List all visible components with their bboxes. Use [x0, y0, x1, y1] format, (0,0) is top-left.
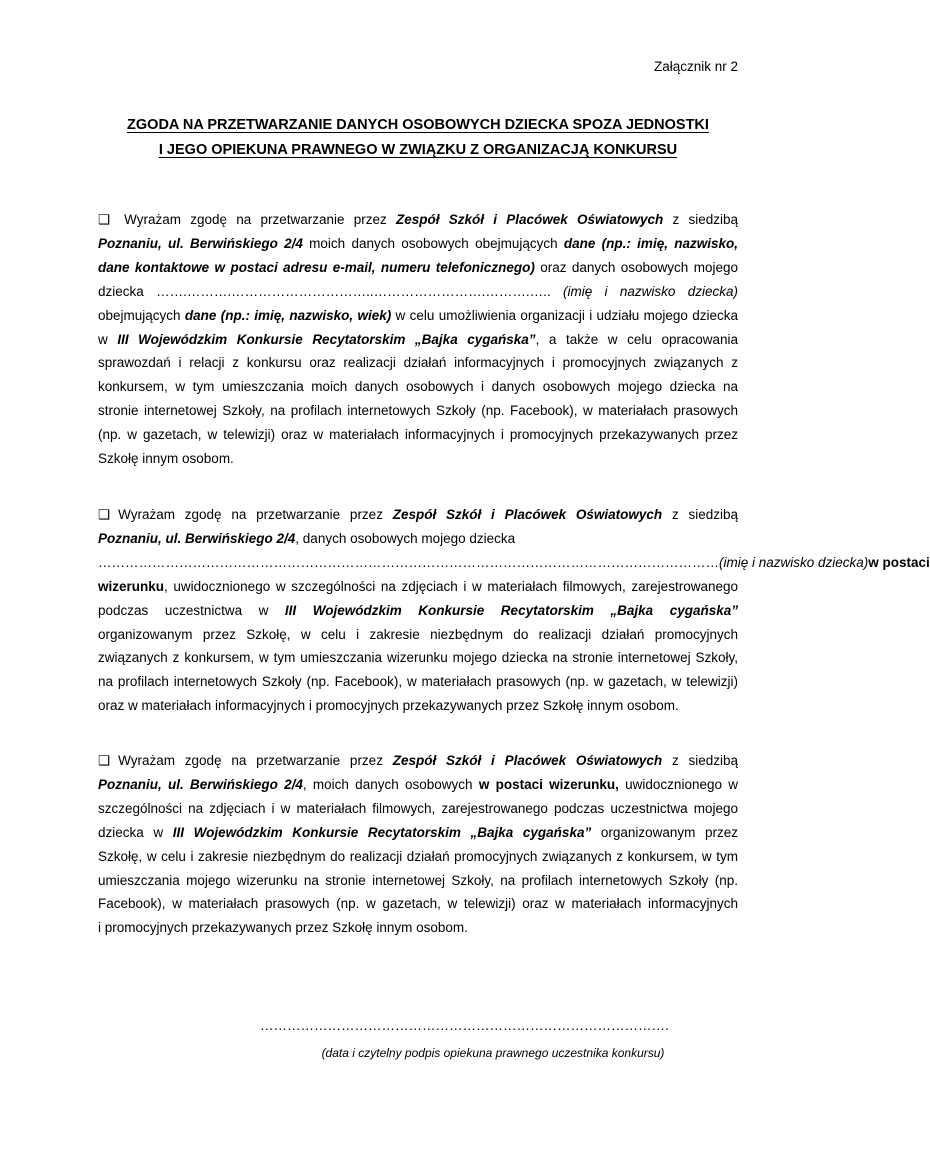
- checkbox-consent-2[interactable]: ❑: [98, 507, 111, 522]
- school-name: Zespół Szkół i Placówek Oświatowych: [396, 212, 664, 227]
- child-name-field[interactable]: …………………………………………………………………………………………………………………………: [98, 554, 719, 570]
- consent-paragraph-3: ❑ Wyrażam zgodę na przetwarzanie przez Zespół Szkół i Placówek Oświatowych z siedzibą Poznaniu, ul. Berwińskiego 2/4, moich danych osobowych w postaci wizerunku, uwidocznionego w szczególności na zdjęciach i w materiałach filmowych, zarejestrowanego podczas uczestnictwa mojego dziecka w III Wojewódzkim Konkursie Recytatorskim „Bajka cygańska” organizowanym przez Szkołę, w celu i zakresie niezbędnym do realizacji działań promocyjnych związanych z konkursem, w tym umieszczania mojego wizerunku na stronie internetowej Szkoły, na profilach internetowych Szkoły (np. Facebook), w materiałach prasowych (np. w gazetach, w telewizji) oraz w materiałach informacyjnych i promocyjnych przekazywanych przez Szkołę innym osobom.: [98, 749, 738, 940]
- signature-caption: (data i czytelny podpis opiekuna prawnego uczestnika konkursu): [321, 1046, 665, 1060]
- contest-name: III Wojewódzkim Konkursie Recytatorskim „Bajka cygańska”: [117, 331, 536, 347]
- contest-name: III Wojewódzkim Konkursie Recytatorskim „Bajka cygańska”: [172, 824, 592, 840]
- signature-field[interactable]: ……………………………………………………………………………….: [260, 1018, 669, 1033]
- school-address: Poznaniu, ul. Berwińskiego 2/4: [98, 235, 303, 251]
- school-name: Zespół Szkół i Placówek Oświatowych: [392, 753, 663, 768]
- checkbox-consent-3[interactable]: ❑: [98, 753, 111, 768]
- child-name-field[interactable]: …….……….…………………………..…………………….……….…..: [156, 283, 551, 299]
- consent-paragraph-1: ❑ Wyrażam zgodę na przetwarzanie przez Zespół Szkół i Placówek Oświatowych z siedzibą Poznaniu, ul. Berwińskiego 2/4 moich danych osobowych obejmujących dane (np.: imię, nazwisko, dane kontaktowe w postaci adresu e-mail, numeru telefonicznego) oraz danych osobowych mojego dziecka …….……….…………………………..…………………….……….….. (imię i nazwisko dziecka) obejmujących dane (np.: imię, nazwisko, wiek) w celu umożliwienia organizacji i udziału mojego dziecka w III Wojewódzkim Konkursie Recytatorskim „Bajka cygańska”, a także w celu opracowania sprawozdań i relacji z konkursu oraz realizacji działań informacyjnych i promocyjnych związanych z konkursem, w tym umieszczania moich danych osobowych i danych osobowych mojego dziecka na stronie internetowej Szkoły, na profilach internetowych Szkoły (np. Facebook), w materiałach prasowych (np. w gazetach, w telewizji) oraz w materiałach informacyjnych i promocyjnych przekazywanych przez Szkołę innym osobom.: [98, 208, 738, 471]
- annex-label: Załącznik nr 2: [653, 59, 738, 74]
- school-name: Zespół Szkół i Placówek Oświatowych: [392, 507, 663, 522]
- child-name-hint: (imię i nazwisko dziecka): [719, 554, 869, 570]
- contest-name: III Wojewódzkim Konkursie Recytatorskim „Bajka cygańska”: [284, 602, 738, 618]
- title-line-1: ZGODA NA PRZETWARZANIE DANYCH OSOBOWYCH DZIECKA SPOZA JEDNOSTKI: [127, 117, 709, 133]
- title-line-2: I JEGO OPIEKUNA PRAWNEGO W ZWIĄZKU Z ORGANIZACJĄ KONKURSU: [158, 142, 678, 158]
- checkbox-consent-1[interactable]: ❑: [98, 212, 111, 227]
- child-name-hint: (imię i nazwisko dziecka): [550, 283, 738, 299]
- school-address: Poznaniu, ul. Berwińskiego 2/4: [98, 776, 303, 792]
- school-address: Poznaniu, ul. Berwińskiego 2/4: [98, 530, 296, 546]
- document-title: [98, 113, 738, 163]
- consent-paragraph-2: ❑ Wyrażam zgodę na przetwarzanie przez Zespół Szkół i Placówek Oświatowych z siedzibą Poznaniu, ul. Berwińskiego 2/4, danych osobowych mojego dziecka ………………………………………………………………………………………………………………………… (imię i nazwisko dziecka) w postaci wizerunku, uwidocznionego w szczególności na zdjęciach i w materiałach filmowych, zarejestrowanego podczas uczestnictwa w III Wojewódzkim Konkursie Recytatorskim „Bajka cygańska” organizowanym przez Szkołę, w celu i zakresie niezbędnym do realizacji działań promocyjnych związanych z konkursem, w tym umieszczania wizerunku mojego dziecka na stronie internetowej Szkoły, na profilach internetowych Szkoły (np. Facebook), w materiałach prasowych (np. w gazetach, w telewizji) oraz w materiałach informacyjnych i promocyjnych przekazywanych przez Szkołę innym osobom.: [98, 503, 738, 718]
